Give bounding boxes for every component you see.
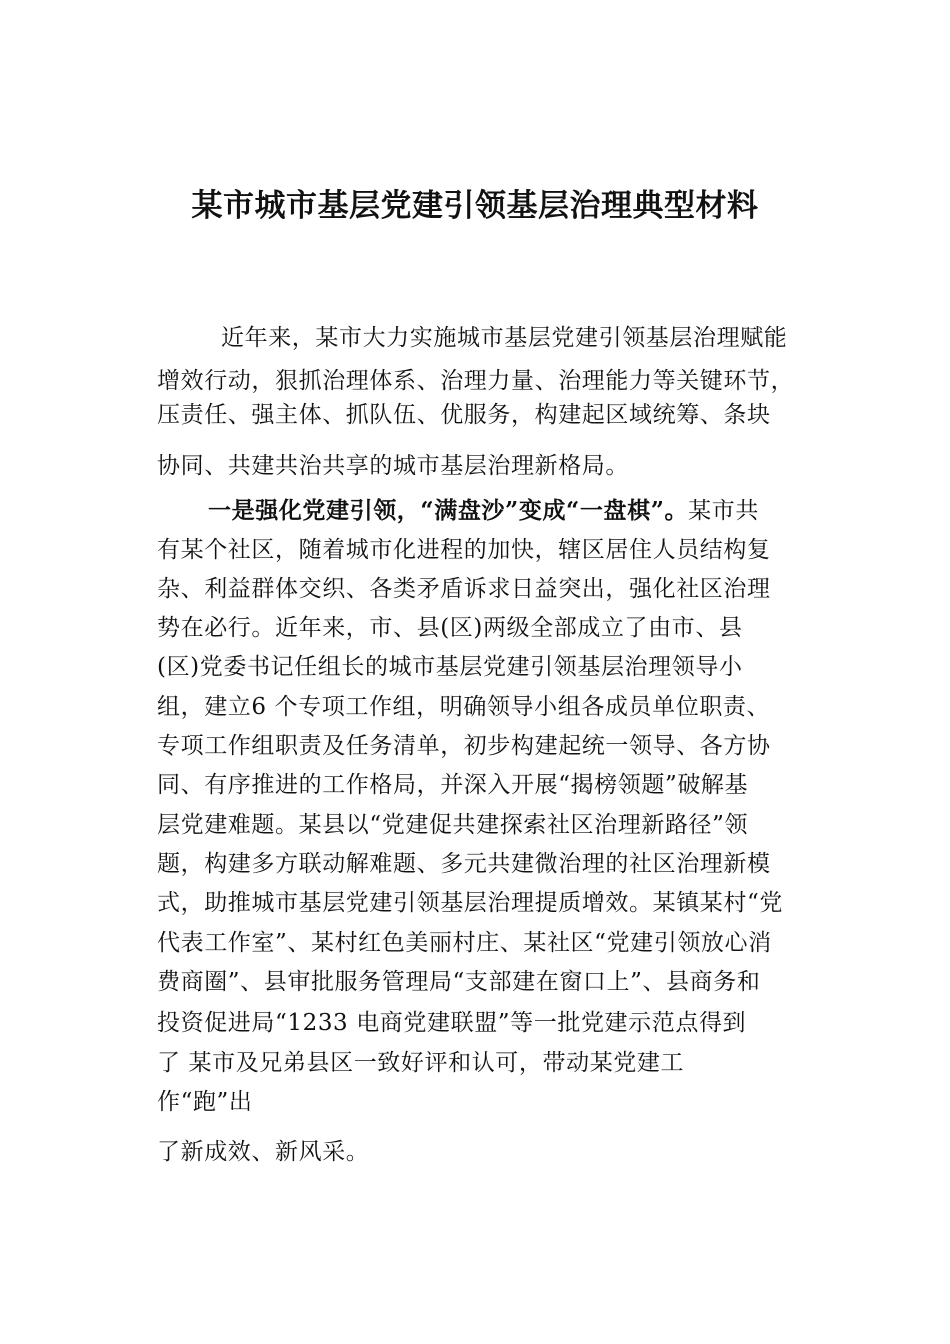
section-first-line [208, 496, 759, 526]
section-first-line-text: 某市共 [688, 498, 759, 524]
paragraph-line: 压责任、强主体、抓队伍、优服务，构建起区域统筹、条块 [157, 402, 771, 428]
paragraph-line: 了 某市及兄弟县区一致好评和认可，带动某党建工 [157, 1050, 685, 1076]
paragraph-line: 代表工作室”、某村红色美丽村庄、某社区“党建引领放心消 [157, 930, 772, 956]
paragraph-line: 式，助推城市基层党建引领基层治理提质增效。某镇某村“党 [157, 890, 783, 916]
paragraph-line: 费商圈”、县审批服务管理局“支部建在窗口上”、县商务和 [157, 969, 761, 995]
section-heading: 一是强化党建引领，“满盘沙”变成“一盘棋”。 [208, 497, 689, 524]
paragraph-line: 近年来，某市大力实施城市基层党建引领基层治理赋能 [221, 325, 788, 351]
paragraph-line: 同、有序推进的工作格局，并深入开展“揭榜领题”破解基 [157, 772, 749, 798]
paragraph-line: 增效行动，狠抓治理体系、治理力量、治理能力等关键环节， [157, 368, 795, 394]
paragraph-line: 协同、共建共治共享的城市基层治理新格局。 [157, 453, 629, 479]
paragraph-line: 作“跑”出 [157, 1089, 253, 1115]
paragraph-line: 投资促进局“1233 电商党建联盟”等一批党建示范点得到 [157, 1010, 747, 1036]
paragraph-line: 组，建立6 个专项工作组，明确领导小组各成员单位职责、 [157, 694, 771, 720]
paragraph-line: 有某个社区，随着城市化进程的加快，辖区居住人员结构复 [157, 537, 771, 563]
paragraph-line: 势在必行。近年来，市、县(区)两级全部成立了由市、县 [157, 615, 743, 641]
paragraph-line: 了新成效、新风采。 [157, 1139, 370, 1165]
paragraph-line: 杂、利益群体交织、各类矛盾诉求日益突出，强化社区治理 [157, 576, 771, 602]
paragraph-line: (区)党委书记任组长的城市基层党建引领基层治理领导小 [157, 654, 743, 680]
document-title: 某市城市基层党建引领基层治理典型材料 [191, 188, 759, 224]
paragraph-line: 题，构建多方联动解难题、多元共建微治理的社区治理新模 [157, 851, 771, 877]
paragraph-line: 专项工作组职责及任务清单，初步构建起统一领导、各方协 [157, 733, 771, 759]
paragraph-line: 层党建难题。某县以“党建促共建探索社区治理新路径”领 [157, 812, 749, 838]
